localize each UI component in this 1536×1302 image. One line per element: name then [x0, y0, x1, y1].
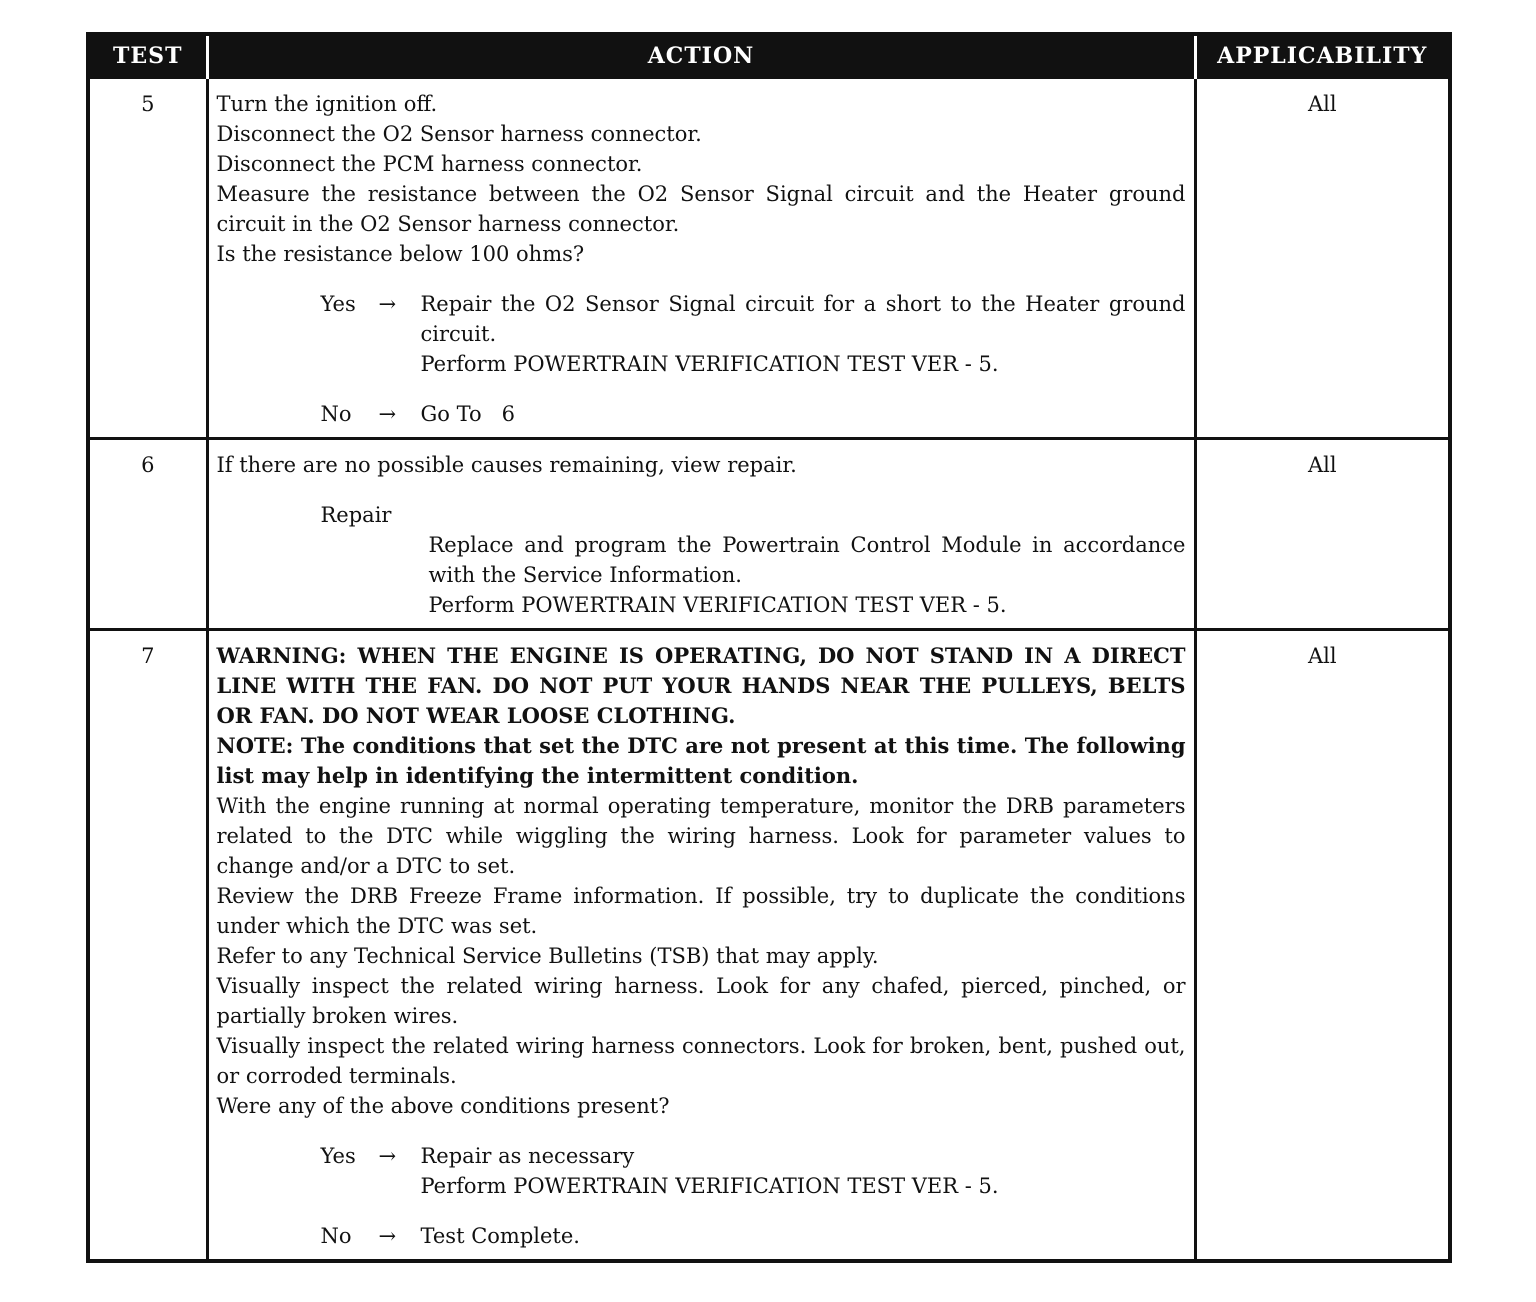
repair-action	[429, 530, 1186, 620]
applicability-value: All	[1195, 439, 1450, 630]
no-text: Go To 6	[420, 402, 515, 426]
no-branch	[321, 1221, 1186, 1251]
no-label: No	[320, 402, 352, 426]
table-row	[88, 630, 1450, 1262]
yes-label: Yes	[320, 292, 356, 316]
arrow-right-icon: →	[378, 1224, 397, 1248]
action-cell	[207, 630, 1195, 1262]
yes-action	[421, 1141, 1186, 1201]
test-number: 6	[88, 439, 207, 630]
action-question: Is the resistance below 100 ohms?	[216, 242, 585, 266]
diagnostic-test-table	[86, 32, 1452, 1263]
yes-text: Repair the O2 Sensor Signal circuit for a short to the Heater ground circuit.	[420, 292, 1186, 346]
action-step: With the engine running at normal operating temperature, monitor the DRB parameters related to the DTC while wiggling the wiring harness. Look for parameter values to change and/or a DTC to set.	[216, 794, 1186, 878]
action-step: Refer to any Technical Service Bulletins (TSB) that may apply.	[216, 944, 879, 968]
action-step: Turn the ignition off.	[216, 92, 438, 116]
arrow-right-icon: →	[378, 402, 397, 426]
yes-branch	[321, 1141, 1186, 1201]
header-test: TEST	[88, 34, 207, 78]
action-step: Visually inspect the related wiring harness connectors. Look for broken, bent, pushed out, or corroded terminals.	[216, 1034, 1186, 1088]
header-applicability: APPLICABILITY	[1195, 34, 1450, 78]
arrow-right-icon: →	[378, 1144, 397, 1168]
applicability-value: All	[1195, 630, 1450, 1262]
yes-action	[421, 289, 1186, 379]
no-text: Test Complete.	[420, 1224, 580, 1248]
action-question: Were any of the above conditions present?	[216, 1094, 670, 1118]
repair-text: Replace and program the Powertrain Control Module in accordance with the Service Information.	[428, 533, 1186, 587]
action-step: If there are no possible causes remaining, view repair.	[216, 453, 797, 477]
action-step: Disconnect the O2 Sensor harness connector.	[216, 122, 702, 146]
no-label: No	[320, 1224, 352, 1248]
action-step: Review the DRB Freeze Frame information. If possible, try to duplicate the conditions under which the DTC was set.	[216, 884, 1186, 938]
test-number: 7	[88, 630, 207, 1262]
no-branch	[321, 399, 1186, 429]
yes-perform: Perform POWERTRAIN VERIFICATION TEST VER - 5.	[420, 1174, 999, 1198]
action-cell	[207, 439, 1195, 630]
repair-label: Repair	[320, 503, 392, 527]
action-cell	[207, 78, 1195, 439]
note-text: NOTE: The conditions that set the DTC are not present at this time. The following list may help in identifying the intermittent condition.	[216, 733, 1186, 788]
yes-perform: Perform POWERTRAIN VERIFICATION TEST VER - 5.	[420, 352, 999, 376]
repair-perform: Perform POWERTRAIN VERIFICATION TEST VER - 5.	[428, 593, 1007, 617]
action-step: Disconnect the PCM harness connector.	[216, 152, 643, 176]
warning-text: WARNING: WHEN THE ENGINE IS OPERATING, DO NOT STAND IN A DIRECT LINE WITH THE FAN. DO NOT PUT YOUR HANDS NEAR THE PULLEYS, BELTS OR FAN. DO NOT WEAR LOOSE CLOTHING.	[216, 643, 1186, 728]
test-number: 5	[88, 78, 207, 439]
table-row	[88, 439, 1450, 630]
table-header-row	[88, 34, 1450, 78]
yes-text: Repair as necessary	[420, 1144, 635, 1168]
table-row	[88, 78, 1450, 439]
applicability-value: All	[1195, 78, 1450, 439]
yes-branch	[321, 289, 1186, 379]
yes-label: Yes	[320, 1144, 356, 1168]
arrow-right-icon: →	[378, 292, 397, 316]
action-step: Visually inspect the related wiring harness. Look for any chafed, pierced, pinched, or partially broken wires.	[216, 974, 1186, 1028]
action-step: Measure the resistance between the O2 Sensor Signal circuit and the Heater ground circuit in the O2 Sensor harness connector.	[216, 182, 1186, 236]
header-action: ACTION	[207, 34, 1195, 78]
